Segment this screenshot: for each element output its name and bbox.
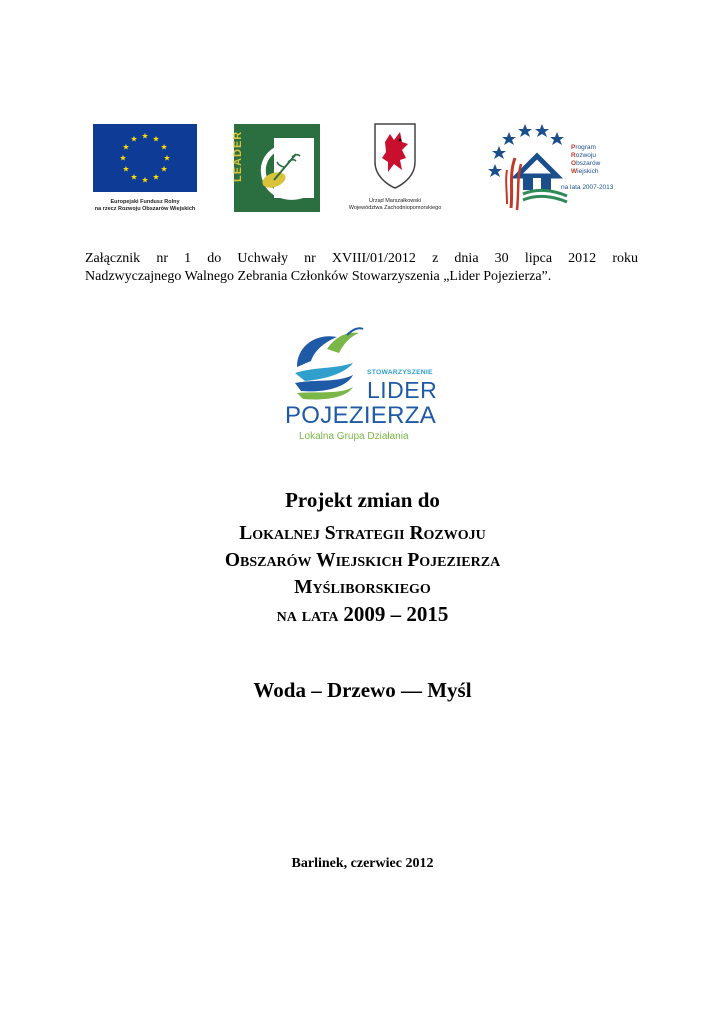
title-line-3: Obszarów Wiejskich Pojezierza	[224, 550, 501, 571]
griffin-shield-icon	[330, 122, 460, 192]
prow-line-3: Obszarów	[571, 160, 601, 167]
prow-line-4: Wiejskich	[571, 168, 599, 175]
document-title	[0, 486, 725, 629]
leader-label: LEADER	[232, 130, 244, 182]
prow-line-2: Rozwoju	[571, 152, 596, 159]
eu-label-line2: na rzecz Rozwoju Obszarów Wiejskich	[94, 205, 196, 212]
lider-stowarzyszenie: STOWARZYSZENIE	[367, 369, 433, 376]
place-date: Barlinek, czerwiec 2012	[291, 856, 434, 871]
marshal-label-line1: Urząd Marszałkowski	[369, 198, 421, 204]
prow-logo	[487, 118, 627, 218]
prow-line-1: Program	[571, 144, 596, 151]
lider-emblem-icon	[287, 327, 367, 403]
eu-logo	[93, 124, 197, 216]
title-line-4: Myśliborskiego	[294, 577, 431, 598]
leader-emblem-icon	[234, 124, 320, 212]
logo-row	[0, 118, 725, 218]
marshal-label-line2: Województwa Zachodniopomorskiego	[348, 204, 442, 211]
eu-flag-icon	[93, 124, 197, 192]
lider-pojezierza: POJEZIERZA	[285, 402, 437, 429]
annex-line-1: Załącznik nr 1 do Uchwały nr XVIII/01/2012 z dnia 30 lipca 2012 roku	[85, 251, 638, 266]
prow-emblem-icon	[487, 118, 577, 218]
title-line-5	[0, 601, 725, 629]
title-years: 2009 – 2015	[343, 602, 449, 626]
marshal-office-logo	[330, 122, 460, 216]
lider-pojezierza-logo	[285, 327, 445, 445]
eu-label-line1: Europejski Fundusz Rolny	[110, 199, 180, 205]
lider-name: LIDER	[367, 377, 438, 403]
prow-years: na lata 2007-2013	[561, 184, 614, 191]
title-years-prefix: na lata	[276, 605, 339, 626]
annex-note	[85, 250, 638, 286]
leader-logo	[234, 124, 320, 212]
lider-lgd: Lokalna Grupa Działania	[299, 431, 409, 442]
title-line-2: Lokalnej Strategii Rozwoju	[239, 523, 486, 544]
motto: Woda – Drzewo –– Myśl	[253, 678, 472, 702]
annex-line-2: Nadzwyczajnego Walnego Zebrania Członków Stowarzyszenia „Lider Pojezierza”.	[85, 269, 552, 284]
title-main: Projekt zmian do	[285, 488, 440, 512]
